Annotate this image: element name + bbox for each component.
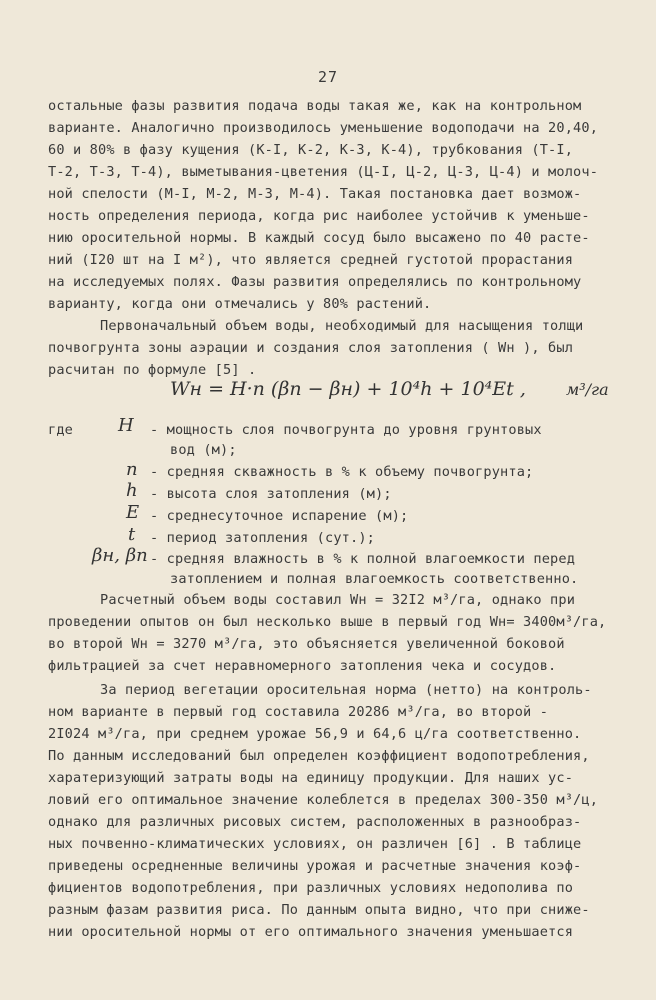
paragraph-1-line: варианту, когда они отмечались у 80% растений. [48, 296, 432, 312]
paragraph-1-line: Т-2, Т-3, Т-4), выметывания-цветения (Ц-I, Ц-2, Ц-3, Ц-4) и молоч- [48, 164, 599, 180]
paragraph-1-line: остальные фазы развития подача воды такая же, как на контрольном [48, 98, 582, 114]
definition-symbol: h [126, 480, 138, 501]
definition-text: вод (м); [170, 442, 237, 458]
paragraph-4-line: однако для различных рисовых систем, расположенных в разнообраз- [48, 814, 582, 830]
definition-text: - средняя скважность в % к объему почвогрунта; [150, 464, 534, 480]
paragraph-4-line: приведены осредненные величины урожая и расчетные значения коэф- [48, 858, 582, 874]
paragraph-4-line: По данным исследований был определен коэффициент водопотребления, [48, 748, 590, 764]
definition-symbol: βн, βп [92, 545, 148, 566]
formula-expression: Wн = H·n (βп − βн) + 10⁴h + 10⁴Et , [170, 378, 526, 400]
formula-unit: м³/га [565, 380, 609, 399]
paragraph-4-line: ных почвенно-климатических условиях, он различен [6] . В таблице [48, 836, 582, 852]
definition-text: - высота слоя затопления (м); [150, 486, 392, 502]
paragraph-1-line: нию оросительной нормы. В каждый сосуд было высажено по 40 расте- [48, 230, 590, 246]
paragraph-1-line: ность определения периода, когда рис наиболее устойчив к уменьше- [48, 208, 590, 224]
formula [170, 378, 609, 400]
paragraph-3-line: во второй Wн = 3270 м³/га, это объясняется увеличенной боковой [48, 636, 565, 652]
paragraph-1-line: на исследуемых полях. Фазы развития определялись по контрольному [48, 274, 582, 290]
paragraph-1-line: 60 и 80% в фазу кущения (К-I, К-2, К-3, К-4), трубкования (Т-I, [48, 142, 574, 158]
paragraph-1-line: варианте. Аналогично производилось уменьшение водоподачи на 20,40, [48, 120, 599, 136]
paragraph-4-line: 2I024 м³/га, при среднем урожае 56,9 и 64,6 ц/га соответственно. [48, 726, 582, 742]
definition-symbol: t [128, 524, 136, 545]
paragraph-4-line: нии оросительной нормы от его оптимального значения уменьшается [48, 924, 574, 940]
definition-text: - среднесуточное испарение (м); [150, 508, 409, 524]
definition-symbol: E [126, 502, 140, 523]
definition-text: - период затопления (сут.); [150, 530, 376, 546]
page-number: 27 [317, 68, 339, 86]
definition-symbol: H [118, 415, 134, 436]
definition-text: - мощность слоя почвогрунта до уровня грунтовых [150, 422, 542, 438]
definition-text: - средняя влажность в % к полной влагоемкости перед [150, 551, 576, 567]
where-label: где [48, 422, 74, 438]
paragraph-4-line: фициентов водопотребления, при различных условиях недополива по [48, 880, 574, 896]
definition-symbol: n [126, 459, 138, 480]
paragraph-2-line: Первоначальный объем воды, необходимый для насыщения толщи [100, 318, 584, 334]
paragraph-3-line: фильтрацией за счет неравномерного затопления чека и сосудов. [48, 658, 557, 674]
paragraph-3-line: проведении опытов он был несколько выше в первый год Wн= 3400м³/га, [48, 614, 607, 630]
paragraph-4-line: За период вегетации оросительная норма (нетто) на контроль- [100, 682, 592, 698]
paragraph-3-line: Расчетный объем воды составил Wн = 32I2 м³/га, однако при [100, 592, 576, 608]
paragraph-1-line: ний (I20 шт на I м²), что является средней густотой прорастания [48, 252, 574, 268]
paragraph-2-line: расчитан по формуле [5] . [48, 362, 257, 378]
paragraph-1-line: ной спелости (М-I, М-2, М-3, М-4). Такая постановка дает возмож- [48, 186, 582, 202]
paragraph-4-line: харатеризующий затраты воды на единицу продукции. Для наших ус- [48, 770, 574, 786]
paragraph-4-line: ловий его оптимальное значение колеблется в пределах 300-350 м³/ц, [48, 792, 599, 808]
paragraph-4-line: разным фазам развития риса. По данным опыта видно, что при сниже- [48, 902, 590, 918]
paragraph-4-line: ном варианте в первый год составила 20286 м³/га, во второй - [48, 704, 549, 720]
paragraph-2-line: почвогрунта зоны аэрации и создания слоя затопления ( Wн ), был [48, 340, 574, 356]
definition-text: затоплением и полная влагоемкость соответственно. [170, 571, 579, 587]
